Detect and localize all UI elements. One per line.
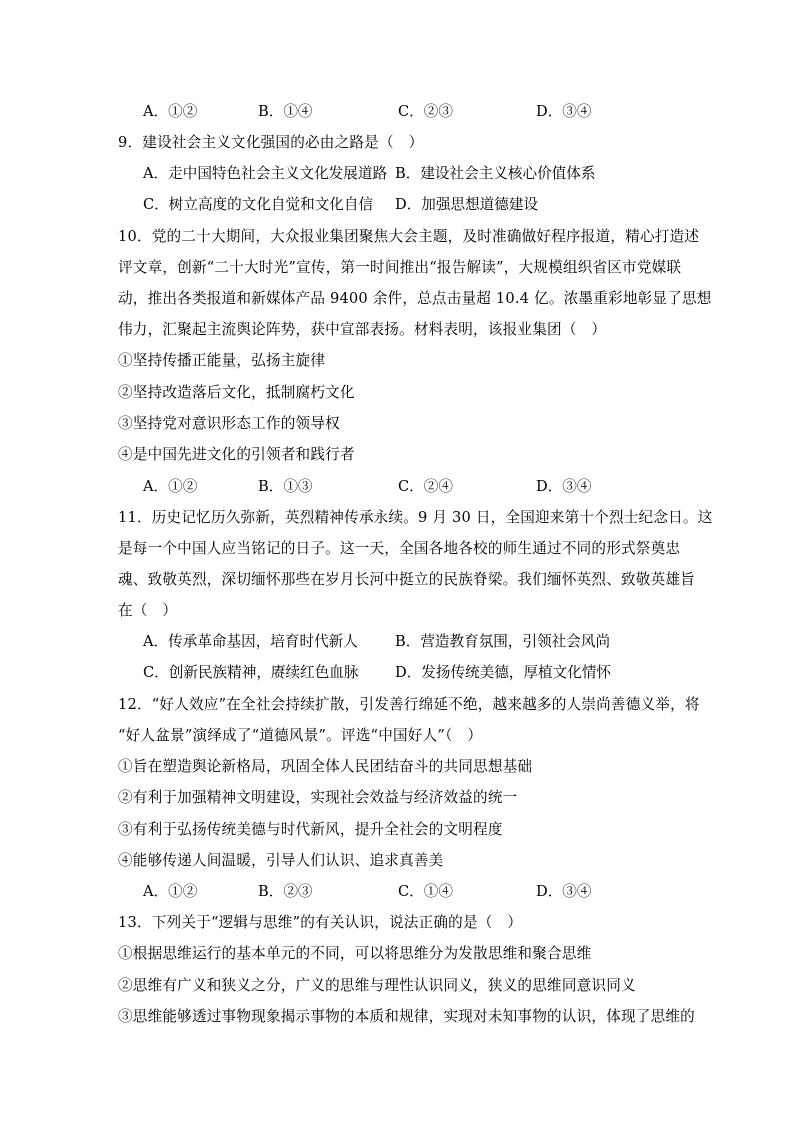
q11-option-a: A．传承革命基因，培育时代新人 <box>143 633 358 650</box>
q10-item-4: ④是中国先进文化的引领者和践行者 <box>118 446 355 463</box>
q12-stem-line: 12．“好人效应”在全社会持续扩散，引发善行绵延不绝，越来越多的人崇尚善德义举，将 <box>118 696 700 713</box>
q9-stem: 9．建设社会主义文化强国的必由之路是（ ） <box>118 134 424 151</box>
q12-item-4: ④能够传递人间温暖，引导人们认识、追求真善美 <box>118 852 444 869</box>
q11-option-b: B．营造教育氛围，引领社会风尚 <box>395 633 611 650</box>
q10-option-a: A．①② <box>143 478 198 495</box>
q9-options-row2 <box>143 195 623 215</box>
q13-stem: 13．下列关于“逻辑与思维”的有关认识，说法正确的是（ ） <box>118 914 523 931</box>
q9-option-d: D．加强思想道德建设 <box>395 196 539 213</box>
q10-stem-line: 伟力，汇聚起主流舆论阵势，获中宣部表扬。材料表明，该报业集团（ ） <box>118 321 607 338</box>
q8-options <box>143 102 623 122</box>
q11-options-row1 <box>143 632 623 652</box>
q10-stem-line: 10．党的二十大期间，大众报业集团聚焦大会主题，及时准确做好程序报道，精心打造述 <box>118 228 700 245</box>
q10-stem-line: 动，推出各类报道和新媒体产品 9400 余件，总点击量超 10.4 亿。浓墨重彩地彰显了思想 <box>118 290 712 307</box>
q13-item-2: ②思维有广义和狭义之分，广义的思维与理性认识同义，狭义的思维同意识同义 <box>118 977 636 994</box>
q13-item-1: ①根据思维运行的基本单元的不同，可以将思维分为发散思维和聚合思维 <box>118 945 592 962</box>
q8-option-b: B．①④ <box>258 103 313 120</box>
q10-item-2: ②坚持改造落后文化，抵制腐朽文化 <box>118 384 355 401</box>
q11-stem-line: 魂、致敬英烈，深切缅怀那些在岁月长河中挺立的民族脊梁。我们缅怀英烈、致敬英雄旨 <box>118 571 695 588</box>
q12-item-2: ②有利于加强精神文明建设，实现社会效益与经济效益的统一 <box>118 789 518 806</box>
q10-option-b: B．①③ <box>258 478 313 495</box>
q12-item-1: ①旨在塑造舆论新格局，巩固全体人民团结奋斗的共同思想基础 <box>118 758 533 775</box>
q12-item-3: ③有利于弘扬传统美德与时代新风，提升全社会的文明程度 <box>118 821 503 838</box>
q12-options <box>143 882 623 902</box>
q10-option-d: D．③④ <box>536 478 592 495</box>
q10-item-1: ①坚持传播正能量，弘扬主旋律 <box>118 352 326 369</box>
q11-stem-line: 在（ ） <box>118 602 178 619</box>
q9-options-row1 <box>143 164 623 184</box>
q11-option-d: D．发扬传统美德，厚植文化情怀 <box>395 664 612 681</box>
q11-stem-line: 11．历史记忆历久弥新，英烈精神传承永续。9 月 30 日，全国迎来第十个烈士纪念日。这 <box>118 509 713 526</box>
q9-option-a: A．走中国特色社会主义文化发展道路 <box>143 165 388 182</box>
q12-option-c: C．①④ <box>398 883 453 900</box>
q8-option-d: D．③④ <box>536 103 592 120</box>
q8-option-c: C．②③ <box>398 103 453 120</box>
q12-option-a: A．①② <box>143 883 198 900</box>
q9-option-b: B．建设社会主义核心价值体系 <box>395 165 596 182</box>
q13-item-3: ③思维能够透过事物现象揭示事物的本质和规律，实现对未知事物的认识，体现了思维的 <box>118 1008 695 1025</box>
q12-option-d: D．③④ <box>536 883 592 900</box>
q8-option-a: A．①② <box>143 103 198 120</box>
q12-option-b: B．②③ <box>258 883 313 900</box>
q10-options <box>143 477 623 497</box>
q10-stem-line: 评文章，创新“二十大时光”宣传，第一时间推出“报告解读”，大规模组织省区市党媒联 <box>118 259 682 276</box>
q10-item-3: ③坚持党对意识形态工作的领导权 <box>118 415 340 432</box>
q11-option-c: C．创新民族精神，赓续红色血脉 <box>143 664 359 681</box>
q12-stem-line: “好人盆景”演绎成了“道德风景”。评选“中国好人”（ ） <box>118 727 483 744</box>
q11-options-row2 <box>143 663 623 683</box>
q11-stem-line: 是每一个中国人应当铭记的日子。这一天，全国各地各校的师生通过不同的形式祭奠忠 <box>118 540 681 557</box>
q9-option-c: C．树立高度的文化自觉和文化自信 <box>143 196 374 213</box>
q10-option-c: C．②④ <box>398 478 453 495</box>
